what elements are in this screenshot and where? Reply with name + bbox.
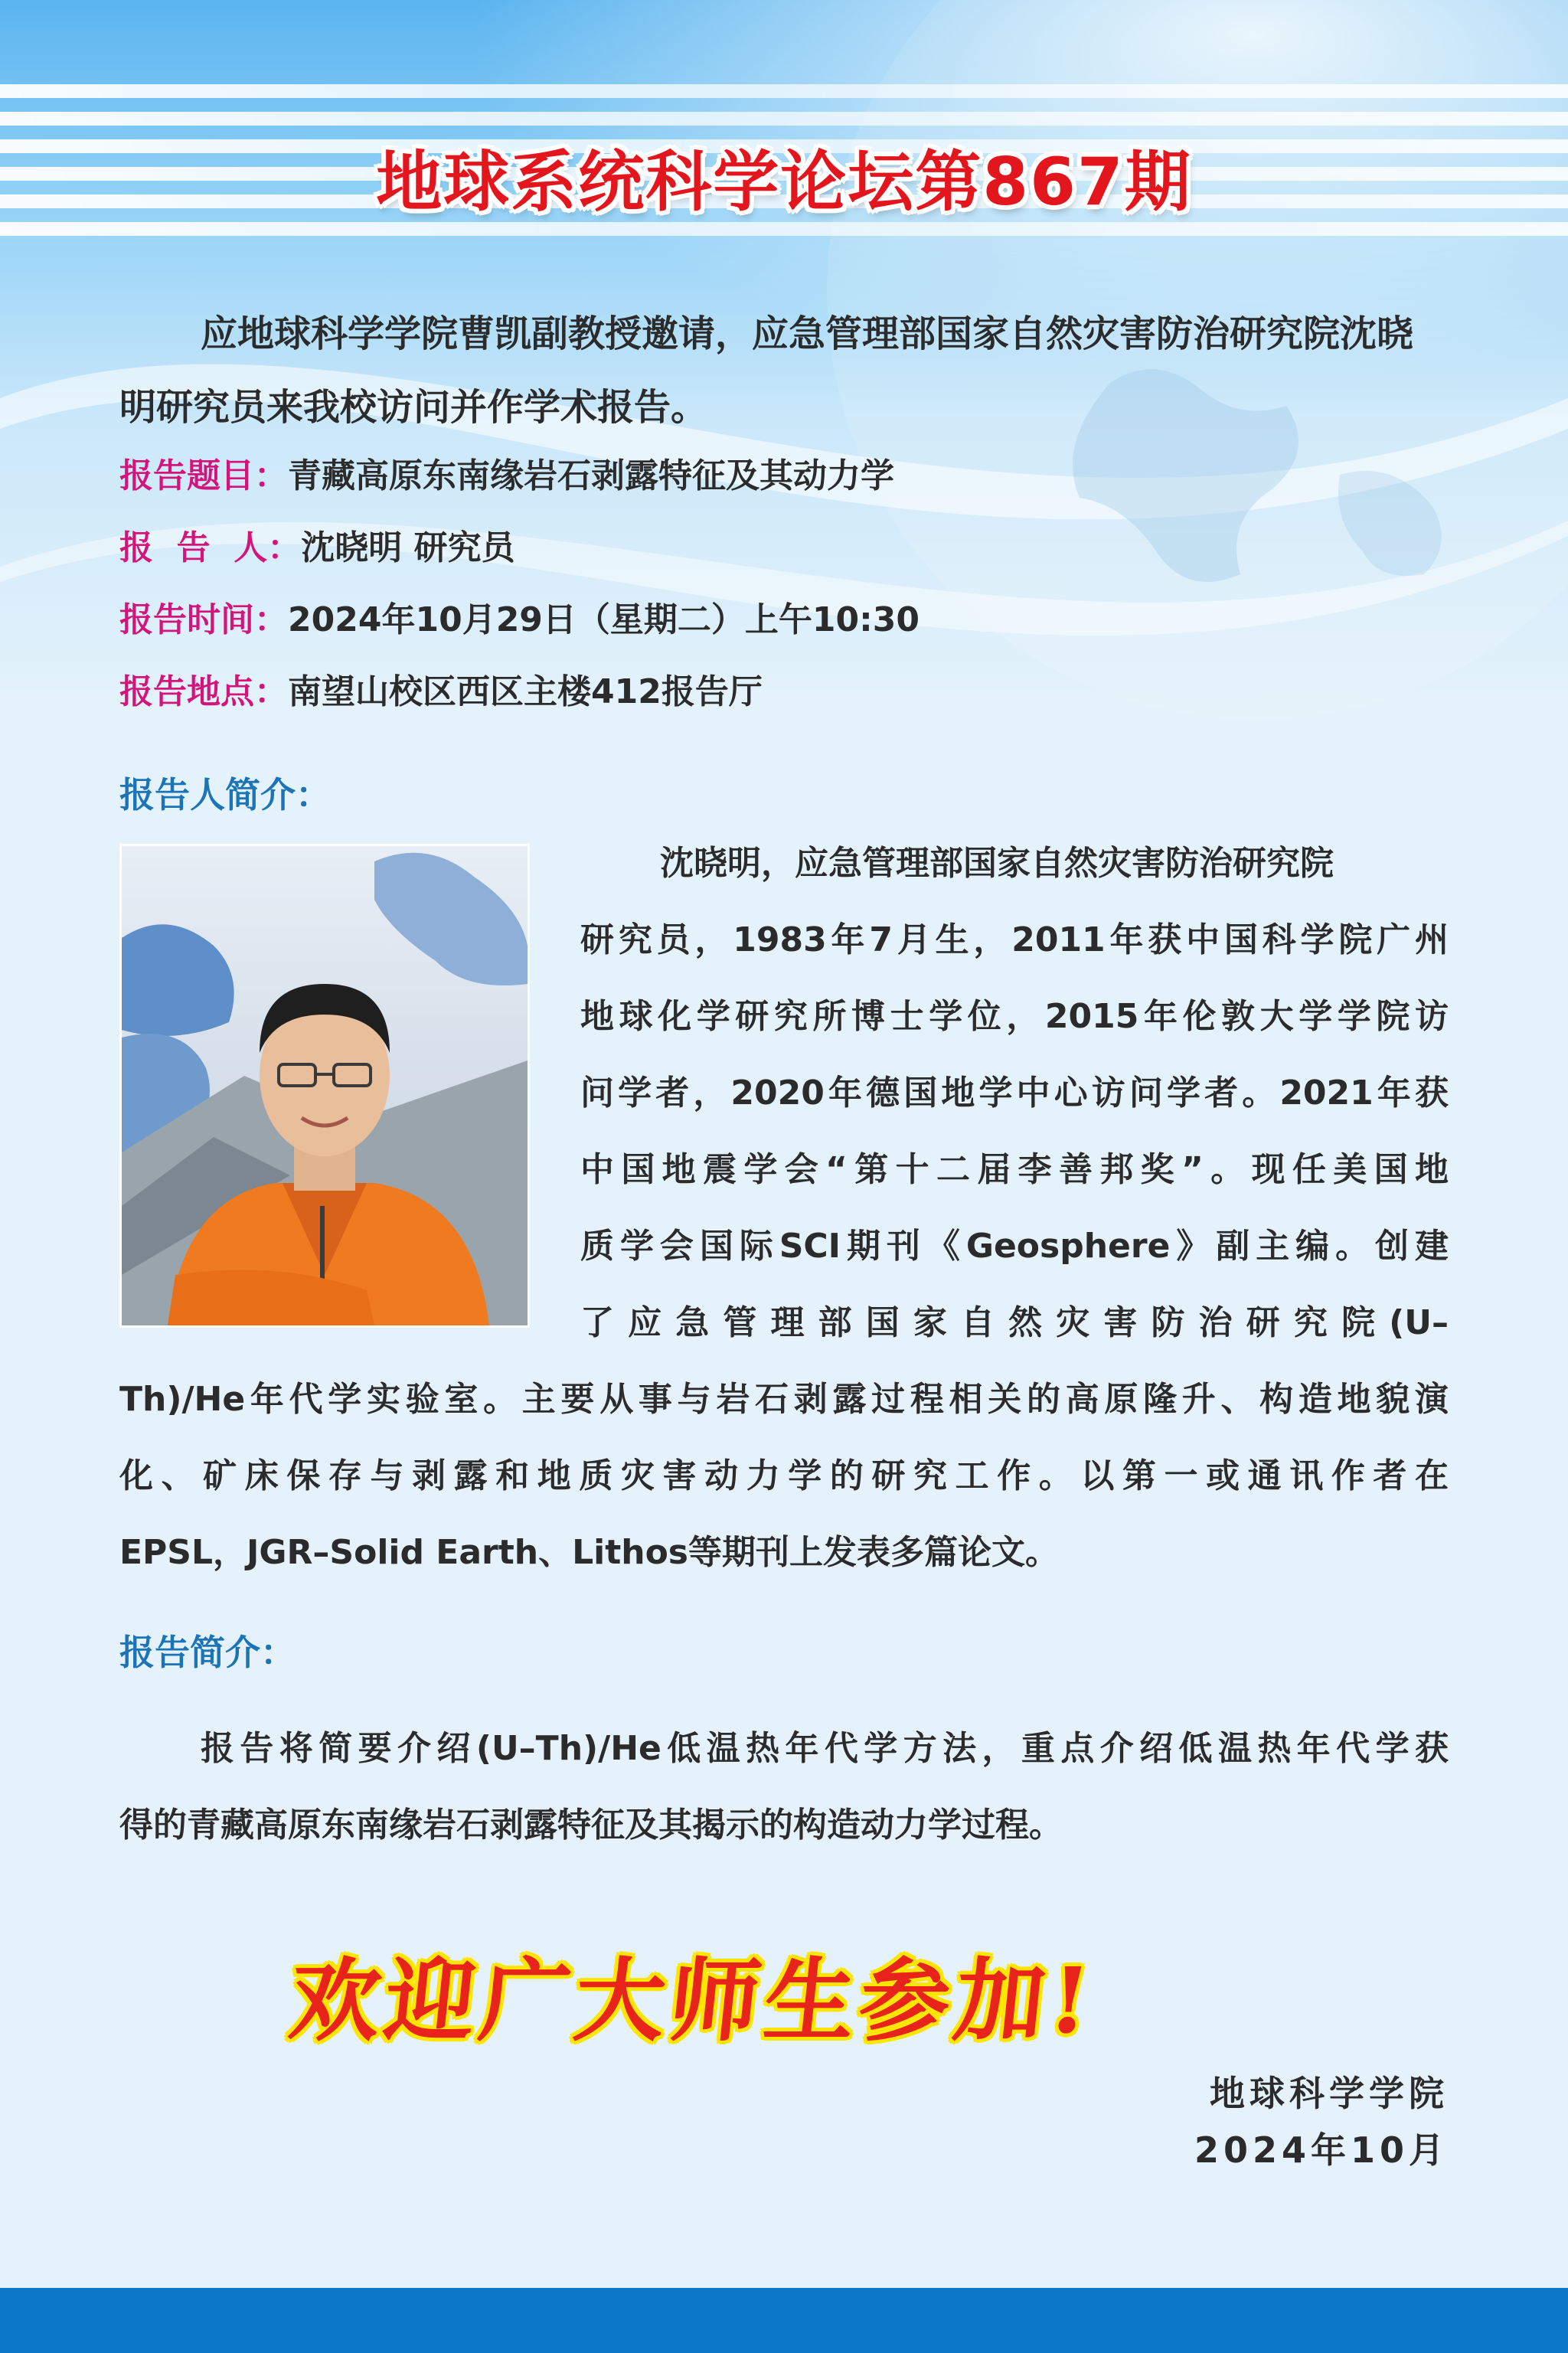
intro-paragraph: 应地球科学学院曹凯副教授邀请，应急管理部国家自然灾害防治研究院沈晓明研究员来我校访问并作学术报告。 xyxy=(119,312,1414,429)
info-speaker xyxy=(119,525,515,571)
bottom-bar xyxy=(0,2288,1568,2353)
bio-line: 问学者，2020年德国地学中心访问学者。2021年获 xyxy=(580,1074,1449,1113)
bio-line: 化、矿床保存与剥露和地质灾害动力学的研究工作。以第一或通讯作者在 xyxy=(119,1456,1449,1495)
bio-line: 研究员，1983年7月生，2011年获中国科学院广州 xyxy=(580,920,1449,959)
poster-title: 地球系统科学论坛第867期 xyxy=(376,144,1192,221)
info-label: 报 告 人： xyxy=(119,528,302,567)
bio-line: 沈晓明，应急管理部国家自然灾害防治研究院 xyxy=(660,844,1334,883)
info-label: 报告题目： xyxy=(119,456,288,495)
info-location xyxy=(119,669,763,715)
bio-line: EPSL，JGR–Solid Earth、Lithos等期刊上发表多篇论文。 xyxy=(119,1533,1059,1572)
info-value: 青藏高原东南缘岩石剥露特征及其动力学 xyxy=(288,456,894,495)
bio-line: 了应急管理部国家自然灾害防治研究院(U– xyxy=(580,1303,1449,1342)
report-heading: 报告简介： xyxy=(119,1632,296,1673)
report-line: 报告将简要介绍(U–Th)/He低温热年代学方法，重点介绍低温热年代学获 xyxy=(201,1729,1449,1768)
welcome-slogan: 欢迎广大师生参加! xyxy=(284,1947,1100,2054)
speaker-photo xyxy=(119,844,530,1328)
report-line: 得的青藏高原东南缘岩石剥露特征及其揭示的构造动力学过程。 xyxy=(119,1806,1063,1845)
bio-line: 地球化学研究所博士学位，2015年伦敦大学学院访 xyxy=(580,997,1449,1036)
info-label: 报告地点： xyxy=(119,672,288,711)
info-value: 沈晓明 研究员 xyxy=(301,528,515,567)
info-label: 报告时间： xyxy=(119,600,288,639)
bio-line: 中国地震学会“第十二届李善邦奖”。现任美国地 xyxy=(580,1150,1449,1189)
info-value: 2024年10月29日（星期二）上午10:30 xyxy=(288,600,920,639)
bio-line: 质学会国际SCI期刊《Geosphere》副主编。创建 xyxy=(580,1227,1449,1266)
signature-org: 地球科学学院 xyxy=(1210,2073,1449,2114)
speaker-heading: 报告人简介： xyxy=(119,774,331,815)
signature-date: 2024年10月 xyxy=(1194,2129,1449,2171)
bio-line: Th)/He年代学实验室。主要从事与岩石剥露过程相关的高原隆升、构造地貌演 xyxy=(119,1380,1449,1419)
info-time xyxy=(119,597,920,643)
info-topic xyxy=(119,453,894,499)
info-value: 南望山校区西区主楼412报告厅 xyxy=(288,672,763,711)
